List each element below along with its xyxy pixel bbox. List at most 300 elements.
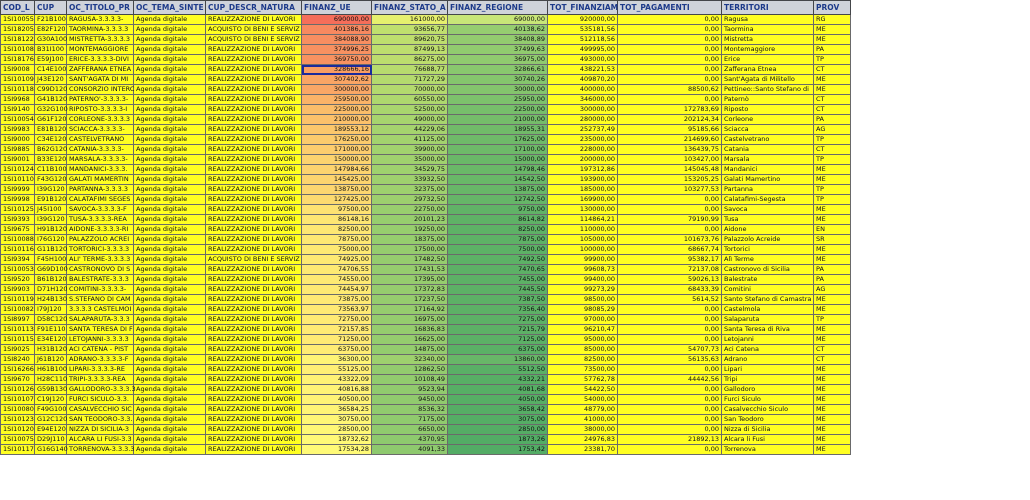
cell-finanz-ue[interactable]: 74925,00 xyxy=(302,255,372,265)
cell-prov[interactable]: ME xyxy=(814,405,851,415)
cell-finanz-stato[interactable]: 161000,00 xyxy=(372,15,448,25)
cell-tot-pagamenti[interactable]: 0,00 xyxy=(618,225,722,235)
cell-titolo[interactable]: RAGUSA-3.3.3.3- xyxy=(67,15,134,25)
cell-finanz-stato[interactable]: 4370,95 xyxy=(372,435,448,445)
cell-tot-finanziam[interactable]: 41000,00 xyxy=(548,415,618,425)
cell-tot-pagamenti[interactable]: 54707,73 xyxy=(618,345,722,355)
cell-tot-pagamenti[interactable]: 0,00 xyxy=(618,35,722,45)
cell-natura[interactable]: REALIZZAZIONE DI LAVORI xyxy=(206,295,302,305)
cell-tot-finanziam[interactable]: 493000,00 xyxy=(548,55,618,65)
cell-territori[interactable]: Mandanici xyxy=(722,165,814,175)
cell-prov[interactable]: RG xyxy=(814,15,851,25)
cell-territori[interactable]: Montemaggiore xyxy=(722,45,814,55)
cell-cod[interactable]: 1SI10109 xyxy=(1,75,35,85)
cell-tot-pagamenti[interactable]: 59026,13 xyxy=(618,275,722,285)
cell-titolo[interactable]: SALAPARUTA-3.3.3 xyxy=(67,315,134,325)
cell-finanz-stato[interactable]: 52500,00 xyxy=(372,105,448,115)
cell-tema[interactable]: Agenda digitale xyxy=(134,435,206,445)
cell-cup[interactable]: H31B120 xyxy=(35,345,67,355)
cell-tot-finanziam[interactable]: 85000,00 xyxy=(548,345,618,355)
cell-territori[interactable]: Corleone xyxy=(722,115,814,125)
cell-tema[interactable]: Agenda digitale xyxy=(134,185,206,195)
cell-tema[interactable]: Agenda digitale xyxy=(134,395,206,405)
cell-tot-pagamenti[interactable]: 202124,34 xyxy=(618,115,722,125)
cell-territori[interactable]: Marsala xyxy=(722,155,814,165)
cell-tot-pagamenti[interactable]: 0,00 xyxy=(618,365,722,375)
cell-territori[interactable]: Comitini xyxy=(722,285,814,295)
cell-cod[interactable]: 1SI9025 xyxy=(1,345,35,355)
cell-territori[interactable]: Calatafimi-Segesta xyxy=(722,195,814,205)
cell-tot-finanziam[interactable]: 110000,00 xyxy=(548,225,618,235)
cell-natura[interactable]: REALIZZAZIONE DI LAVORI xyxy=(206,275,302,285)
cell-finanz-regione[interactable]: 18955,31 xyxy=(448,125,548,135)
cell-finanz-regione[interactable]: 3658,42 xyxy=(448,405,548,415)
cell-territori[interactable]: Castelmola xyxy=(722,305,814,315)
cell-natura[interactable]: REALIZZAZIONE DI LAVORI xyxy=(206,425,302,435)
cell-territori[interactable]: Ragusa xyxy=(722,15,814,25)
cell-cod[interactable]: 1SI9520 xyxy=(1,275,35,285)
cell-cod[interactable]: 1SI10110 xyxy=(1,175,35,185)
cell-cod[interactable]: 1SI9001 xyxy=(1,155,35,165)
cell-finanz-ue[interactable]: 74550,00 xyxy=(302,275,372,285)
cell-cup[interactable]: F45H100 xyxy=(35,255,67,265)
cell-finanz-stato[interactable]: 12862,50 xyxy=(372,365,448,375)
cell-cod[interactable]: 1SI10117 xyxy=(1,445,35,455)
cell-tot-finanziam[interactable]: 95000,00 xyxy=(548,335,618,345)
cell-cup[interactable]: J61B120 xyxy=(35,355,67,365)
cell-tot-pagamenti[interactable]: 0,00 xyxy=(618,55,722,65)
cell-prov[interactable]: ME xyxy=(814,335,851,345)
cell-cod[interactable]: 1SI10123 xyxy=(1,415,35,425)
col-header-cup[interactable]: CUP xyxy=(35,1,67,15)
cell-cod[interactable]: 1SI10124 xyxy=(1,165,35,175)
cell-tema[interactable]: Agenda digitale xyxy=(134,145,206,155)
cell-titolo[interactable]: GALATI MAMERTIN xyxy=(67,175,134,185)
cell-prov[interactable]: TP xyxy=(814,315,851,325)
cell-finanz-stato[interactable]: 60550,00 xyxy=(372,95,448,105)
cell-tot-pagamenti[interactable]: 145045,48 xyxy=(618,165,722,175)
cell-tot-finanziam[interactable]: 535181,56 xyxy=(548,25,618,35)
cell-titolo[interactable]: ADRANO-3.3.3.3-F xyxy=(67,355,134,365)
cell-cup[interactable]: I39G120 xyxy=(35,185,67,195)
cell-natura[interactable]: REALIZZAZIONE DI LAVORI xyxy=(206,115,302,125)
cell-titolo[interactable]: S.STEFANO DI CAM xyxy=(67,295,134,305)
cell-tot-finanziam[interactable]: 130000,00 xyxy=(548,205,618,215)
cell-tot-finanziam[interactable]: 38000,00 xyxy=(548,425,618,435)
cell-finanz-stato[interactable]: 9523,94 xyxy=(372,385,448,395)
cell-cup[interactable]: G16G140 xyxy=(35,445,67,455)
cell-tot-pagamenti[interactable]: 0,00 xyxy=(618,325,722,335)
cell-territori[interactable]: Sciacca xyxy=(722,125,814,135)
cell-natura[interactable]: REALIZZAZIONE DI LAVORI xyxy=(206,95,302,105)
cell-tot-finanziam[interactable]: 99608,73 xyxy=(548,265,618,275)
cell-tot-pagamenti[interactable]: 72137,08 xyxy=(618,265,722,275)
cell-cup[interactable]: H24B130 xyxy=(35,295,67,305)
cell-tot-pagamenti[interactable]: 0,00 xyxy=(618,205,722,215)
col-header-prov[interactable]: PROV xyxy=(814,1,851,15)
cell-titolo[interactable]: RIPOSTO-3.3.3.3-I xyxy=(67,105,134,115)
cell-tot-pagamenti[interactable]: 44442,56 xyxy=(618,375,722,385)
cell-natura[interactable]: REALIZZAZIONE DI LAVORI xyxy=(206,125,302,135)
cell-tot-pagamenti[interactable]: 0,00 xyxy=(618,65,722,75)
cell-territori[interactable]: Zafferana Etnea xyxy=(722,65,814,75)
cell-titolo[interactable]: SAN TEODORO-3.3. xyxy=(67,415,134,425)
cell-natura[interactable]: REALIZZAZIONE DI LAVORI xyxy=(206,195,302,205)
cell-natura[interactable]: REALIZZAZIONE DI LAVORI xyxy=(206,325,302,335)
cell-titolo[interactable]: SANT'AGATA DI MI xyxy=(67,75,134,85)
cell-territori[interactable]: Tortorici xyxy=(722,245,814,255)
cell-finanz-ue[interactable]: 328666,16 xyxy=(302,65,372,75)
cell-prov[interactable]: TP xyxy=(814,55,851,65)
cell-finanz-ue[interactable]: 63750,00 xyxy=(302,345,372,355)
cell-cod[interactable]: 1SI9968 xyxy=(1,95,35,105)
cell-prov[interactable]: ME xyxy=(814,365,851,375)
cell-tot-finanziam[interactable]: 24976,83 xyxy=(548,435,618,445)
cell-prov[interactable]: AG xyxy=(814,125,851,135)
cell-tema[interactable]: Agenda digitale xyxy=(134,65,206,75)
cell-natura[interactable]: ACQUISTO DI BENI E SERVIZ xyxy=(206,25,302,35)
cell-tema[interactable]: Agenda digitale xyxy=(134,95,206,105)
cell-finanz-ue[interactable]: 176250,00 xyxy=(302,135,372,145)
cell-finanz-ue[interactable]: 171000,00 xyxy=(302,145,372,155)
cell-natura[interactable]: ACQUISTO DI BENI E SERVIZ xyxy=(206,255,302,265)
cell-cup[interactable]: B33E120 xyxy=(35,155,67,165)
col-header-cod[interactable]: COD_L xyxy=(1,1,35,15)
cell-prov[interactable]: AG xyxy=(814,285,851,295)
cell-cup[interactable]: G11B120 xyxy=(35,245,67,255)
cell-cod[interactable]: 1SI10125 xyxy=(1,205,35,215)
cell-finanz-ue[interactable]: 210000,00 xyxy=(302,115,372,125)
cell-tema[interactable]: Agenda digitale xyxy=(134,125,206,135)
cell-titolo[interactable]: MANDANICI-3.3.3. xyxy=(67,165,134,175)
cell-titolo[interactable]: LIPARI-3.3.3.3-RE xyxy=(67,365,134,375)
cell-prov[interactable]: PA xyxy=(814,45,851,55)
cell-cup[interactable]: G30A100 xyxy=(35,35,67,45)
cell-tot-finanziam[interactable]: 300000,00 xyxy=(548,105,618,115)
cell-territori[interactable]: Alcara li Fusi xyxy=(722,435,814,445)
cell-tot-finanziam[interactable]: 400000,00 xyxy=(548,85,618,95)
cell-titolo[interactable]: PARTANNA-3.3.3.3 xyxy=(67,185,134,195)
cell-finanz-regione[interactable]: 13875,00 xyxy=(448,185,548,195)
cell-prov[interactable]: ME xyxy=(814,295,851,305)
cell-cup[interactable]: G59B130 xyxy=(35,385,67,395)
cell-tot-finanziam[interactable]: 99400,00 xyxy=(548,275,618,285)
cell-prov[interactable]: PA xyxy=(814,275,851,285)
cell-tot-pagamenti[interactable]: 103277,53 xyxy=(618,185,722,195)
cell-tot-finanziam[interactable]: 499995,00 xyxy=(548,45,618,55)
cell-finanz-regione[interactable]: 7125,00 xyxy=(448,335,548,345)
cell-prov[interactable]: CT xyxy=(814,345,851,355)
cell-natura[interactable]: REALIZZAZIONE DI LAVORI xyxy=(206,285,302,295)
cell-cup[interactable]: B61B120 xyxy=(35,275,67,285)
cell-finanz-stato[interactable]: 4091,33 xyxy=(372,445,448,455)
cell-natura[interactable]: REALIZZAZIONE DI LAVORI xyxy=(206,315,302,325)
cell-tot-finanziam[interactable]: 57762,78 xyxy=(548,375,618,385)
cell-cod[interactable]: 1SI9983 xyxy=(1,125,35,135)
cell-natura[interactable]: REALIZZAZIONE DI LAVORI xyxy=(206,405,302,415)
cell-tema[interactable]: Agenda digitale xyxy=(134,25,206,35)
cell-prov[interactable]: ME xyxy=(814,75,851,85)
cell-finanz-ue[interactable]: 40500,00 xyxy=(302,395,372,405)
cell-finanz-stato[interactable]: 9450,00 xyxy=(372,395,448,405)
cell-finanz-ue[interactable]: 97500,00 xyxy=(302,205,372,215)
cell-cod[interactable]: 1SI9393 xyxy=(1,215,35,225)
cell-natura[interactable]: REALIZZAZIONE DI LAVORI xyxy=(206,145,302,155)
cell-finanz-stato[interactable]: 14875,00 xyxy=(372,345,448,355)
cell-prov[interactable]: CT xyxy=(814,355,851,365)
cell-cup[interactable]: B31I100 xyxy=(35,45,67,55)
cell-cod[interactable]: 1SI10116 xyxy=(1,245,35,255)
cell-tot-pagamenti[interactable]: 153205,25 xyxy=(618,175,722,185)
cell-finanz-stato[interactable]: 89620,75 xyxy=(372,35,448,45)
cell-finanz-ue[interactable]: 30750,00 xyxy=(302,415,372,425)
cell-cod[interactable]: 1SI9885 xyxy=(1,145,35,155)
cell-cup[interactable]: E34E120 xyxy=(35,335,67,345)
cell-prov[interactable]: ME xyxy=(814,35,851,45)
cell-tema[interactable]: Agenda digitale xyxy=(134,315,206,325)
col-header-natura[interactable]: CUP_DESCR_NATURA xyxy=(206,1,302,15)
cell-prov[interactable]: ME xyxy=(814,205,851,215)
cell-territori[interactable]: Furci Siculo xyxy=(722,395,814,405)
cell-finanz-stato[interactable]: 7175,00 xyxy=(372,415,448,425)
cell-cup[interactable]: G32G100 xyxy=(35,105,67,115)
cell-tema[interactable]: Agenda digitale xyxy=(134,365,206,375)
cell-cup[interactable]: F21B100 xyxy=(35,15,67,25)
cell-finanz-regione[interactable]: 22500,00 xyxy=(448,105,548,115)
cell-finanz-ue[interactable]: 225000,00 xyxy=(302,105,372,115)
cell-cup[interactable]: D29J110 xyxy=(35,435,67,445)
cell-cod[interactable]: 1SI18205 xyxy=(1,25,35,35)
cell-tot-pagamenti[interactable]: 103427,00 xyxy=(618,155,722,165)
cell-finanz-ue[interactable]: 259500,00 xyxy=(302,95,372,105)
cell-titolo[interactable]: SAVOCA-3.3.3.3-F xyxy=(67,205,134,215)
cell-titolo[interactable]: PALAZZOLO ACREI xyxy=(67,235,134,245)
cell-cod[interactable]: 1SI9140 xyxy=(1,105,35,115)
cell-tema[interactable]: Agenda digitale xyxy=(134,355,206,365)
cell-finanz-regione[interactable]: 17625,00 xyxy=(448,135,548,145)
cell-prov[interactable]: ME xyxy=(814,435,851,445)
cell-finanz-regione[interactable]: 40138,62 xyxy=(448,25,548,35)
cell-tema[interactable]: Agenda digitale xyxy=(134,45,206,55)
cell-cod[interactable]: 1SI9394 xyxy=(1,255,35,265)
cell-tema[interactable]: Agenda digitale xyxy=(134,205,206,215)
cell-cup[interactable]: E91B120 xyxy=(35,195,67,205)
cell-titolo[interactable]: COMITINI-3.3.3.3- xyxy=(67,285,134,295)
cell-finanz-stato[interactable]: 86275,00 xyxy=(372,55,448,65)
cell-tema[interactable]: Agenda digitale xyxy=(134,165,206,175)
cell-cup[interactable]: H91B120 xyxy=(35,225,67,235)
cell-natura[interactable]: REALIZZAZIONE DI LAVORI xyxy=(206,105,302,115)
cell-finanz-regione[interactable]: 4050,00 xyxy=(448,395,548,405)
cell-finanz-ue[interactable]: 147984,66 xyxy=(302,165,372,175)
cell-finanz-ue[interactable]: 40816,88 xyxy=(302,385,372,395)
cell-finanz-stato[interactable]: 76688,77 xyxy=(372,65,448,75)
cell-tot-pagamenti[interactable]: 79190,99 xyxy=(618,215,722,225)
cell-tot-finanziam[interactable]: 512118,56 xyxy=(548,35,618,45)
cell-titolo[interactable]: TUSA-3.3.3.3-REA xyxy=(67,215,134,225)
cell-tema[interactable]: Agenda digitale xyxy=(134,35,206,45)
cell-territori[interactable]: Santa Teresa di Riva xyxy=(722,325,814,335)
cell-cod[interactable]: 1SI10075 xyxy=(1,435,35,445)
cell-titolo[interactable]: LETOJANNI-3.3.3.3 xyxy=(67,335,134,345)
cell-finanz-stato[interactable]: 17164,92 xyxy=(372,305,448,315)
cell-prov[interactable]: ME xyxy=(814,215,851,225)
cell-cup[interactable]: C34E120 xyxy=(35,135,67,145)
cell-natura[interactable]: REALIZZAZIONE DI LAVORI xyxy=(206,445,302,455)
cell-natura[interactable]: REALIZZAZIONE DI LAVORI xyxy=(206,355,302,365)
cell-prov[interactable]: ME xyxy=(814,175,851,185)
cell-tot-finanziam[interactable]: 280000,00 xyxy=(548,115,618,125)
cell-natura[interactable]: REALIZZAZIONE DI LAVORI xyxy=(206,85,302,95)
cell-cod[interactable]: 1SI9008 xyxy=(1,65,35,75)
cell-titolo[interactable]: CASALVECCHIO SIC xyxy=(67,405,134,415)
cell-prov[interactable]: TP xyxy=(814,155,851,165)
cell-tot-pagamenti[interactable]: 0,00 xyxy=(618,425,722,435)
cell-finanz-stato[interactable]: 35000,00 xyxy=(372,155,448,165)
cell-cod[interactable]: 1SI10107 xyxy=(1,395,35,405)
cell-cup[interactable]: H61B100 xyxy=(35,365,67,375)
cell-prov[interactable]: CT xyxy=(814,65,851,75)
cell-territori[interactable]: Aidone xyxy=(722,225,814,235)
cell-prov[interactable]: ME xyxy=(814,385,851,395)
cell-tema[interactable]: Agenda digitale xyxy=(134,335,206,345)
cell-tot-finanziam[interactable]: 98085,29 xyxy=(548,305,618,315)
cell-finanz-stato[interactable]: 16836,83 xyxy=(372,325,448,335)
cell-tema[interactable]: Agenda digitale xyxy=(134,385,206,395)
cell-finanz-regione[interactable]: 13860,00 xyxy=(448,355,548,365)
cell-prov[interactable]: ME xyxy=(814,85,851,95)
cell-tema[interactable]: Agenda digitale xyxy=(134,325,206,335)
cell-finanz-regione[interactable]: 8614,82 xyxy=(448,215,548,225)
cell-territori[interactable]: Catania xyxy=(722,145,814,155)
cell-tot-pagamenti[interactable]: 0,00 xyxy=(618,395,722,405)
cell-tot-finanziam[interactable]: 228000,00 xyxy=(548,145,618,155)
cell-prov[interactable]: SR xyxy=(814,235,851,245)
cell-territori[interactable]: Palazzolo Acreide xyxy=(722,235,814,245)
cell-territori[interactable]: Nizza di Sicilia xyxy=(722,425,814,435)
cell-titolo[interactable]: CORLEONE-3.3.3.3 xyxy=(67,115,134,125)
cell-finanz-ue[interactable]: 78750,00 xyxy=(302,235,372,245)
cell-tot-finanziam[interactable]: 23381,70 xyxy=(548,445,618,455)
cell-finanz-stato[interactable]: 18375,00 xyxy=(372,235,448,245)
cell-cod[interactable]: 1SI10053 xyxy=(1,265,35,275)
cell-tot-finanziam[interactable]: 920000,00 xyxy=(548,15,618,25)
cell-finanz-regione[interactable]: 7275,00 xyxy=(448,315,548,325)
cell-finanz-regione[interactable]: 15000,00 xyxy=(448,155,548,165)
cell-finanz-ue[interactable]: 401386,16 xyxy=(302,25,372,35)
cell-cup[interactable]: G61F120 xyxy=(35,115,67,125)
col-header-finanz-ue[interactable]: FINANZ_UE xyxy=(302,1,372,15)
cell-cod[interactable]: 1SI10080 xyxy=(1,405,35,415)
cell-cod[interactable]: 1SI18176 xyxy=(1,55,35,65)
cell-titolo[interactable]: ERICE-3.3.3.3-DIVI xyxy=(67,55,134,65)
cell-finanz-stato[interactable]: 33932,50 xyxy=(372,175,448,185)
cell-finanz-stato[interactable]: 17237,50 xyxy=(372,295,448,305)
cell-prov[interactable]: ME xyxy=(814,415,851,425)
cell-finanz-stato[interactable]: 17395,00 xyxy=(372,275,448,285)
cell-natura[interactable]: REALIZZAZIONE DI LAVORI xyxy=(206,375,302,385)
cell-tot-finanziam[interactable]: 82500,00 xyxy=(548,355,618,365)
cell-cup[interactable]: J43E120 xyxy=(35,75,67,85)
cell-cup[interactable]: C99D120 xyxy=(35,85,67,95)
cell-tot-pagamenti[interactable]: 0,00 xyxy=(618,45,722,55)
cell-titolo[interactable]: TORRENOVA-3.3.3.3 xyxy=(67,445,134,455)
cell-cup[interactable]: G41B120 xyxy=(35,95,67,105)
cell-tema[interactable]: Agenda digitale xyxy=(134,245,206,255)
cell-finanz-stato[interactable]: 20101,23 xyxy=(372,215,448,225)
cell-territori[interactable]: Paternò xyxy=(722,95,814,105)
cell-natura[interactable]: REALIZZAZIONE DI LAVORI xyxy=(206,435,302,445)
cell-natura[interactable]: REALIZZAZIONE DI LAVORI xyxy=(206,345,302,355)
cell-finanz-regione[interactable]: 7445,50 xyxy=(448,285,548,295)
cell-prov[interactable]: TP xyxy=(814,185,851,195)
cell-titolo[interactable]: CALATAFIMI SEGES xyxy=(67,195,134,205)
cell-finanz-ue[interactable]: 369750,00 xyxy=(302,55,372,65)
cell-tema[interactable]: Agenda digitale xyxy=(134,425,206,435)
cell-tot-pagamenti[interactable]: 0,00 xyxy=(618,195,722,205)
cell-cup[interactable]: C11B100 xyxy=(35,165,67,175)
cell-territori[interactable]: Savoca xyxy=(722,205,814,215)
cell-territori[interactable]: Tripi xyxy=(722,375,814,385)
cell-finanz-stato[interactable]: 71727,29 xyxy=(372,75,448,85)
cell-tema[interactable]: Agenda digitale xyxy=(134,15,206,25)
cell-finanz-regione[interactable]: 7492,50 xyxy=(448,255,548,265)
cell-prov[interactable]: ME xyxy=(814,25,851,35)
cell-finanz-ue[interactable]: 374996,25 xyxy=(302,45,372,55)
cell-prov[interactable]: ME xyxy=(814,245,851,255)
cell-titolo[interactable]: GALLODORO-3.3.3.3 xyxy=(67,385,134,395)
cell-prov[interactable]: EN xyxy=(814,225,851,235)
cell-titolo[interactable]: 3.3.3.3 CASTELMOI xyxy=(67,305,134,315)
cell-territori[interactable]: Letojanni xyxy=(722,335,814,345)
cell-territori[interactable]: Salaparuta xyxy=(722,315,814,325)
cell-tot-pagamenti[interactable]: 101673,76 xyxy=(618,235,722,245)
cell-tot-pagamenti[interactable]: 0,00 xyxy=(618,335,722,345)
cell-tema[interactable]: Agenda digitale xyxy=(134,195,206,205)
cell-cup[interactable]: H28C110 xyxy=(35,375,67,385)
cell-tema[interactable]: Agenda digitale xyxy=(134,55,206,65)
cell-prov[interactable]: ME xyxy=(814,395,851,405)
cell-cod[interactable]: 1SI10115 xyxy=(1,335,35,345)
cell-titolo[interactable]: TORTORICI-3.3.3.3 xyxy=(67,245,134,255)
cell-titolo[interactable]: MISTRETTA-3.3.3.3 xyxy=(67,35,134,45)
cell-cod[interactable]: 1SI10113 xyxy=(1,325,35,335)
cell-finanz-regione[interactable]: 69000,00 xyxy=(448,15,548,25)
cell-tot-finanziam[interactable]: 54000,00 xyxy=(548,395,618,405)
col-header-tot-finanziam[interactable]: TOT_FINANZIAM xyxy=(548,1,618,15)
cell-territori[interactable]: Alì Terme xyxy=(722,255,814,265)
cell-finanz-ue[interactable]: 71250,00 xyxy=(302,335,372,345)
cell-titolo[interactable]: NIZZA DI SICILIA-3 xyxy=(67,425,134,435)
cell-prov[interactable]: CT xyxy=(814,145,851,155)
cell-titolo[interactable]: MARSALA-3.3.3.3- xyxy=(67,155,134,165)
cell-tema[interactable]: Agenda digitale xyxy=(134,135,206,145)
cell-cup[interactable]: D58C120 xyxy=(35,315,67,325)
cell-tot-finanziam[interactable]: 97000,00 xyxy=(548,315,618,325)
cell-natura[interactable]: REALIZZAZIONE DI LAVORI xyxy=(206,305,302,315)
cell-finanz-ue[interactable]: 384088,90 xyxy=(302,35,372,45)
cell-cup[interactable]: E82F120 xyxy=(35,25,67,35)
cell-finanz-regione[interactable]: 4332,21 xyxy=(448,375,548,385)
cell-prov[interactable]: ME xyxy=(814,255,851,265)
cell-finanz-regione[interactable]: 7875,00 xyxy=(448,235,548,245)
cell-territori[interactable]: Torrenova xyxy=(722,445,814,455)
cell-cod[interactable]: 1SI9903 xyxy=(1,285,35,295)
cell-tot-pagamenti[interactable]: 0,00 xyxy=(618,75,722,85)
cell-tot-pagamenti[interactable]: 68433,39 xyxy=(618,285,722,295)
cell-natura[interactable]: REALIZZAZIONE DI LAVORI xyxy=(206,245,302,255)
cell-finanz-stato[interactable]: 17482,50 xyxy=(372,255,448,265)
